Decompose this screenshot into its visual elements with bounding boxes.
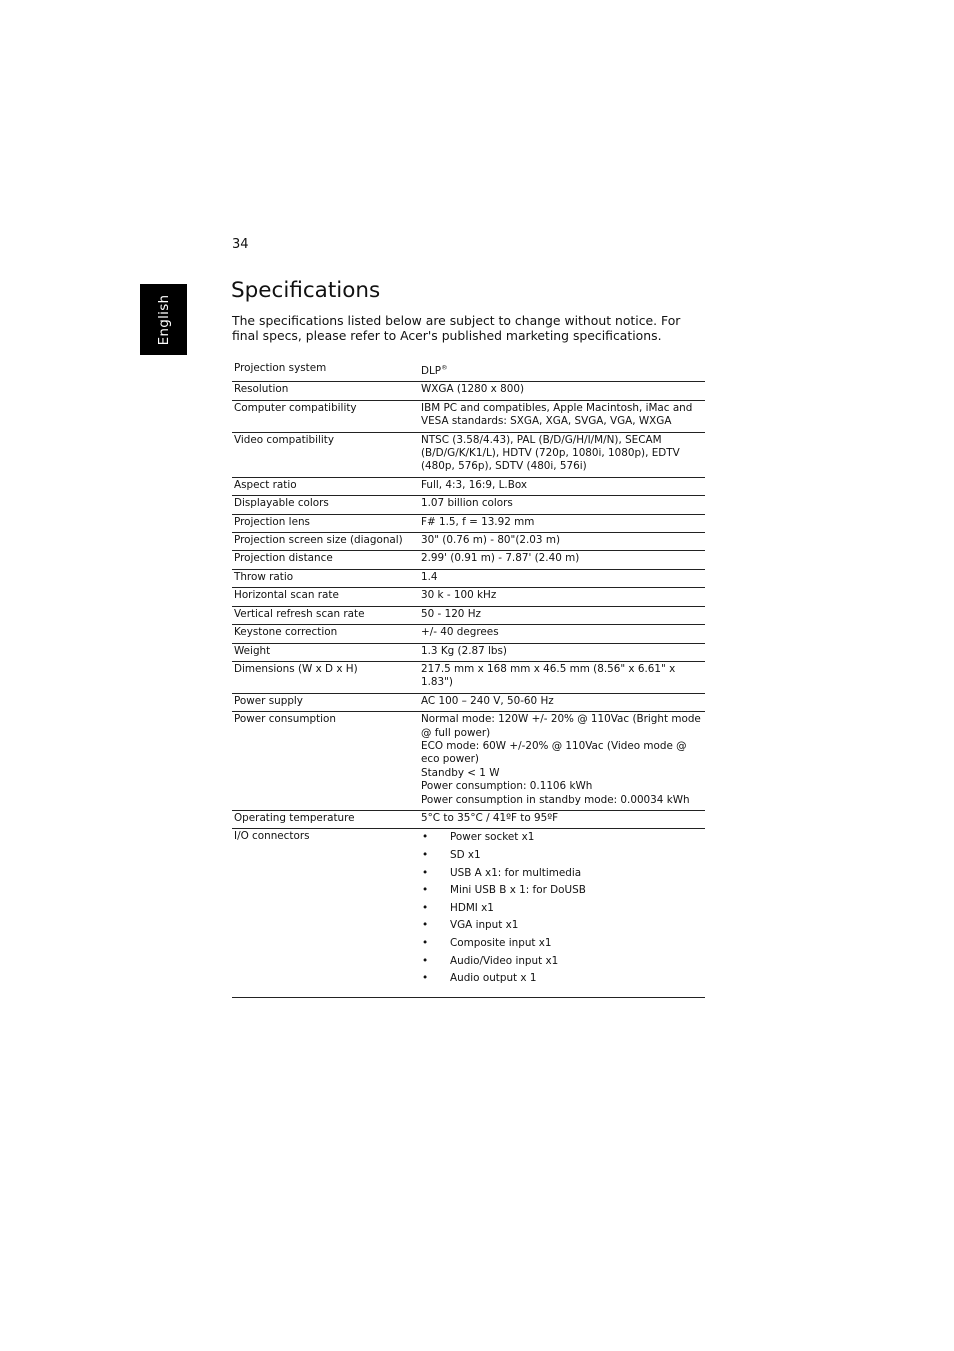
connector-list xyxy=(421,830,703,993)
spec-label: Projection lens xyxy=(232,514,418,532)
spec-label: Dimensions (W x D x H) xyxy=(232,661,418,693)
bullet: • xyxy=(422,848,429,861)
spec-label: Displayable colors xyxy=(232,496,418,514)
table-row xyxy=(232,643,705,661)
table-row xyxy=(232,588,705,606)
bullet: • xyxy=(422,866,429,879)
spec-label: Power consumption xyxy=(232,712,418,811)
bullet: • xyxy=(422,936,429,949)
spec-value: 2.99' (0.91 m) - 7.87' (2.40 m) xyxy=(418,551,705,569)
spec-value xyxy=(418,712,705,811)
spec-label: Projection system xyxy=(232,360,418,382)
spec-label: Computer compatibility xyxy=(232,400,418,432)
language-tab-label: English xyxy=(155,294,172,345)
table-row xyxy=(232,569,705,587)
spec-value: AC 100 – 240 V, 50-60 Hz xyxy=(418,693,705,711)
connector-label: Mini USB B x 1: for DoUSB xyxy=(450,884,586,897)
spec-label: Resolution xyxy=(232,382,418,400)
table-row xyxy=(232,551,705,569)
spec-value: 217.5 mm x 168 mm x 46.5 mm (8.56" x 6.61" x 1.83") xyxy=(418,661,705,693)
spec-value: 1.07 billion colors xyxy=(418,496,705,514)
spec-label: Weight xyxy=(232,643,418,661)
table-row xyxy=(232,625,705,643)
table-row xyxy=(232,382,705,400)
spec-value xyxy=(418,360,705,382)
table-row xyxy=(232,496,705,514)
bullet: • xyxy=(422,954,429,967)
connector-label: SD x1 xyxy=(450,848,481,861)
registered-mark: ® xyxy=(441,363,448,372)
bullet: • xyxy=(422,972,429,985)
list-item xyxy=(421,901,703,919)
language-tab xyxy=(140,284,187,355)
bullet: • xyxy=(422,884,429,897)
list-item xyxy=(421,971,703,989)
bullet: • xyxy=(422,901,429,914)
list-item xyxy=(421,848,703,866)
spec-label: Throw ratio xyxy=(232,569,418,587)
table-row xyxy=(232,693,705,711)
spec-label: I/O connectors xyxy=(232,829,418,997)
spec-value: 50 - 120 Hz xyxy=(418,606,705,624)
table-row xyxy=(232,514,705,532)
connector-label: HDMI x1 xyxy=(450,901,494,914)
connector-label: USB A x1: for multimedia xyxy=(450,866,582,879)
spec-value: 1.3 Kg (2.87 lbs) xyxy=(418,643,705,661)
table-row xyxy=(232,712,705,811)
connector-label: Composite input x1 xyxy=(450,936,552,949)
spec-label: Aspect ratio xyxy=(232,477,418,495)
spec-label: Projection distance xyxy=(232,551,418,569)
connector-label: VGA input x1 xyxy=(450,919,519,932)
table-row xyxy=(232,810,705,828)
bullet: • xyxy=(422,919,429,932)
list-item xyxy=(421,936,703,954)
connector-label: Audio output x 1 xyxy=(450,972,537,985)
power-line: ECO mode: 60W +/-20% @ 110Vac (Video mode @ eco power) xyxy=(421,739,687,766)
table-row xyxy=(232,606,705,624)
power-line: Power consumption in standby mode: 0.00034 kWh xyxy=(421,793,690,806)
spec-value: WXGA (1280 x 800) xyxy=(418,382,705,400)
spec-value: +/- 40 degrees xyxy=(418,625,705,643)
specifications-table-body xyxy=(232,360,705,997)
power-line: Standby < 1 W xyxy=(421,766,500,779)
table-row xyxy=(232,360,705,382)
table-row xyxy=(232,661,705,693)
page-number: 34 xyxy=(232,237,249,252)
spec-value: Full, 4:3, 16:9, L.Box xyxy=(418,477,705,495)
spec-label: Horizontal scan rate xyxy=(232,588,418,606)
connector-label: Audio/Video input x1 xyxy=(450,954,559,967)
spec-value-text: DLP xyxy=(421,365,442,377)
spec-value: IBM PC and compatibles, Apple Macintosh, iMac and VESA standards: SXGA, XGA, SVGA, VGA, WXGA xyxy=(418,400,705,432)
list-item xyxy=(421,830,703,848)
table-row xyxy=(232,533,705,551)
table-row xyxy=(232,829,705,997)
table-row xyxy=(232,432,705,477)
page-title: Specifications xyxy=(231,278,381,303)
spec-value: NTSC (3.58/4.43), PAL (B/D/G/H/I/M/N), SECAM (B/D/G/K/K1/L), HDTV (720p, 1080i, 1080p), EDTV (480p, 576p), SDTV (480i, 576i) xyxy=(418,432,705,477)
intro-paragraph: The specifications listed below are subject to change without notice. For final specs, please refer to Acer's published marketing specifications. xyxy=(232,313,681,343)
list-item xyxy=(421,954,703,972)
list-item xyxy=(421,883,703,901)
spec-value: 1.4 xyxy=(418,569,705,587)
power-line: Normal mode: 120W +/- 20% @ 110Vac (Bright mode @ full power) xyxy=(421,713,701,739)
spec-value xyxy=(418,829,705,997)
list-item xyxy=(421,918,703,936)
table-row xyxy=(232,477,705,495)
spec-label: Power supply xyxy=(232,693,418,711)
spec-value: 30 k - 100 kHz xyxy=(418,588,705,606)
list-item xyxy=(421,866,703,884)
table-row xyxy=(232,400,705,432)
spec-label: Vertical refresh scan rate xyxy=(232,606,418,624)
spec-label: Operating temperature xyxy=(232,810,418,828)
power-line: Power consumption: 0.1106 kWh xyxy=(421,780,593,793)
spec-value: F# 1.5, f = 13.92 mm xyxy=(418,514,705,532)
connector-label: Power socket x1 xyxy=(450,831,535,844)
bullet: • xyxy=(422,831,429,844)
spec-label: Projection screen size (diagonal) xyxy=(232,533,418,551)
spec-value: 5°C to 35°C / 41ºF to 95ºF xyxy=(418,810,705,828)
spec-label: Video compatibility xyxy=(232,432,418,477)
specifications-table xyxy=(232,360,705,998)
spec-label: Keystone correction xyxy=(232,625,418,643)
spec-value: 30" (0.76 m) - 80"(2.03 m) xyxy=(418,533,705,551)
